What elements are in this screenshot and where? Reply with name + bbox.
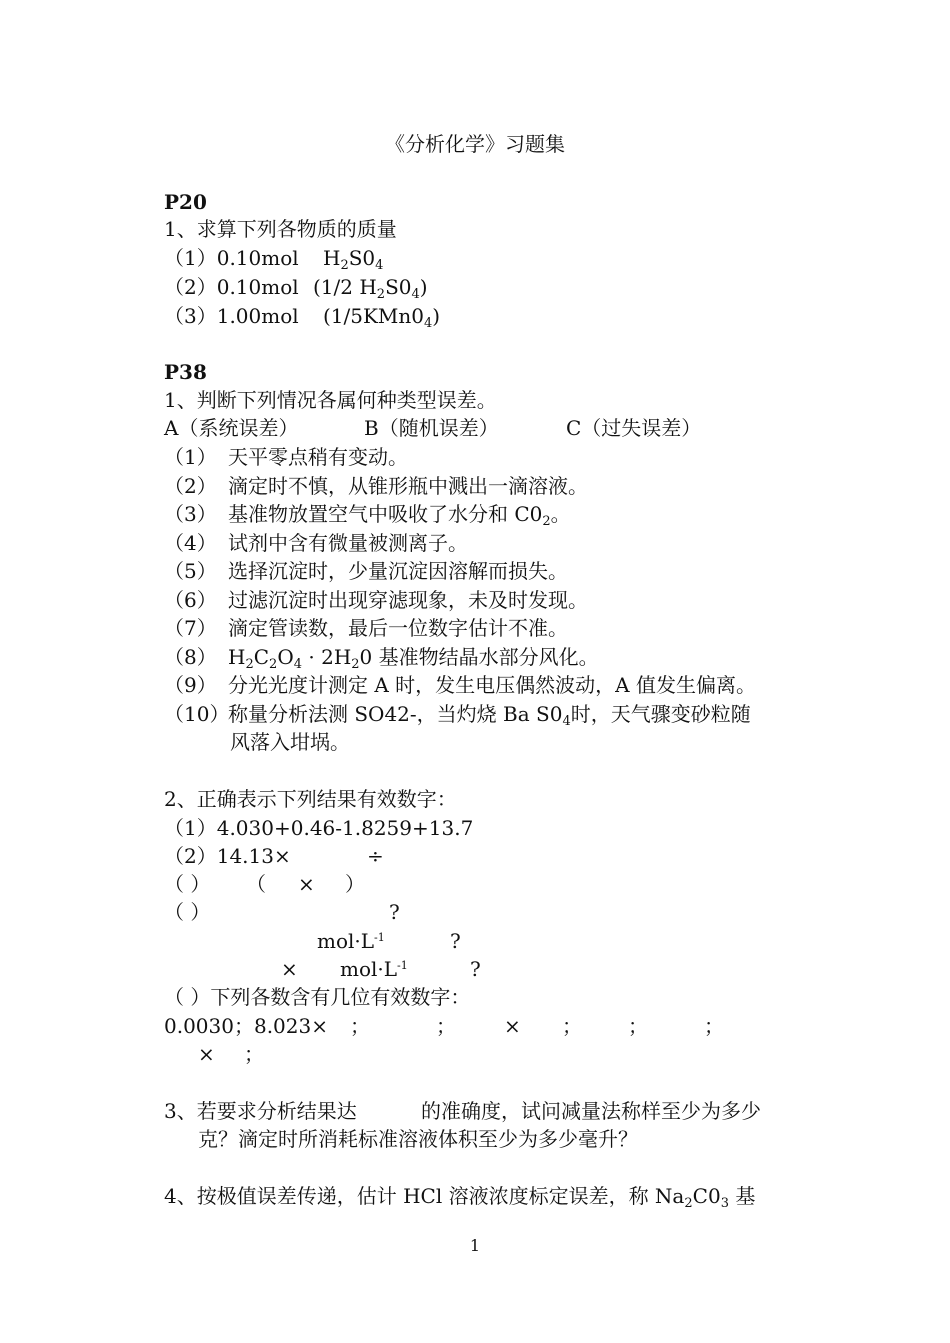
list-item: （10）称量分析法测 SO42-，当灼烧 Ba $S0_4$时，天气骤变砂粒随 [164,702,751,729]
mass-item-2: （2）0.10mol [164,275,299,299]
list-item: （4） 试剂中含有微量被测离子。 [164,531,468,555]
section-heading-p20: P20 [164,190,207,214]
list-item: （7） 滴定管读数，最后一位数字估计不准。 [164,616,568,640]
list-item: （1） 天平零点稍有变动。 [164,445,408,469]
question-4: 4、按极值误差传递，估计 HCl 溶液浓度标定误差，称 $Na_2C0_3$ 基 [164,1184,756,1211]
option-c: C（过失误差） [566,416,702,440]
option-a: A（系统误差） [164,416,299,440]
list-item: （6） 过滤沉淀时出现穿滤现象，未及时发现。 [164,588,588,612]
q2-line-3c: × [298,872,315,896]
option-b: B（随机误差） [364,416,499,440]
mass-item-3-formula: $(1/5KMn0_4)$ [323,304,441,331]
q2-line-8a: 0.0030；8.023× [164,1014,328,1038]
q2-line-5b: ? [450,929,461,953]
q2-line-8g: ； [704,1014,724,1038]
section-heading-p38: P38 [164,360,207,384]
q2-line-5a: $mol\cdot L^{-1}$ [317,929,385,953]
question-3-part-1: 3、若要求分析结果达 [164,1099,357,1123]
list-item: （9） 分光光度计测定 A 时，发生电压偶然波动，A 值发生偏离。 [164,673,756,697]
q2-line-9b: ； [244,1042,264,1066]
list-item: （3） 基准物放置空气中吸收了水分和 $C0_2$。 [164,502,571,529]
q2-line-8c: ； [436,1014,456,1038]
question-3-part-2: 的准确度，试问减量法称样至少为多少 [421,1099,761,1123]
mass-item-1: （1）0.10mol [164,246,299,270]
mass-item-3: （3）1.00mol [164,304,299,328]
document-title: 《分析化学》习题集 [385,132,565,156]
mass-item-1-formula: $H_2S0_4$ [323,246,384,273]
list-item: （2） 滴定时不慎，从锥形瓶中溅出一滴溶液。 [164,474,588,498]
q2-line-6c: ? [470,957,481,981]
q2-line-6a: × [281,957,298,981]
q2-line-8e: ； [562,1014,582,1038]
q2-line-4b: ? [389,900,400,924]
q2-line-2b: ÷ [367,844,384,868]
q2-line-3b: （ [246,872,266,896]
list-item-continuation: 风落入坩埚。 [230,730,350,754]
list-item: （5） 选择沉淀时，少量沉淀因溶解而损失。 [164,559,568,583]
q2-line-6b: $mol\cdot L^{-1}$ [340,957,408,981]
q2-line-3d: ） [345,872,365,896]
q2-line-9a: × [198,1042,215,1066]
q2-line-3a: （ ） [164,872,211,896]
q2-line-8f: ； [628,1014,648,1038]
question-1-p20: 1、求算下列各物质的质量 [164,217,397,241]
q2-line-1: （1）4.030+0.46-1.8259+13.7 [164,816,474,840]
list-item: （8） $H_2C_2O_4 \cdot 2H_20$ 基准物结晶水部分风化。 [164,645,599,672]
q2-line-4a: （ ） [164,900,211,924]
q2-line-2a: （2）14.13× [164,844,291,868]
question-1-p38: 1、判断下列情况各属何种类型误差。 [164,388,497,412]
page-number: 1 [469,1236,481,1255]
question-3-continuation: 克？滴定时所消耗标准溶液体积至少为多少毫升？ [198,1127,638,1151]
q2-line-8d: × [504,1014,521,1038]
question-2: 2、正确表示下列结果有效数字： [164,787,457,811]
q2-line-7: （ ）下列各数含有几位有效数字： [164,985,471,1009]
mass-item-2-formula: (1/2 $H_2S0_4$) [313,275,428,302]
q2-line-8b: ； [350,1014,370,1038]
